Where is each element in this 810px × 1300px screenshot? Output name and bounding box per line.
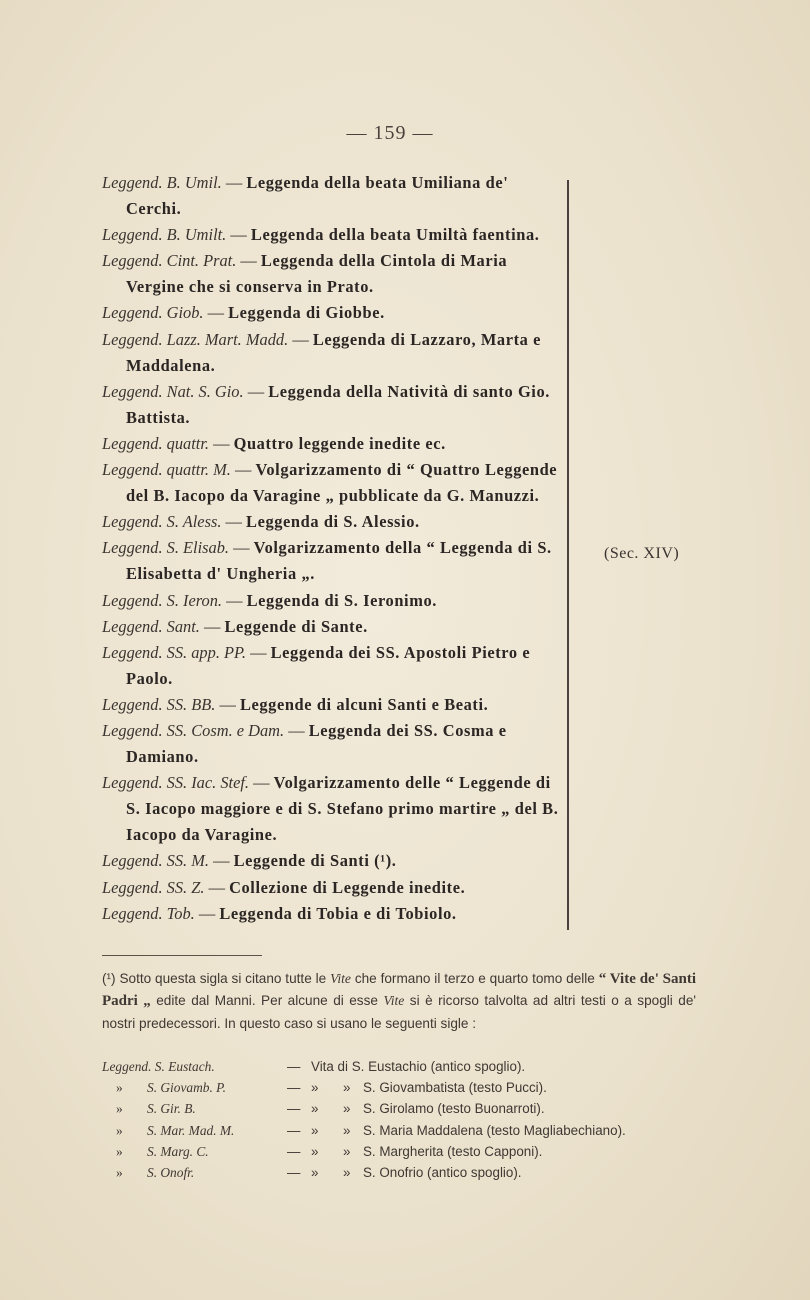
sigla-description: S. Onofrio (antico spoglio). xyxy=(363,1164,522,1180)
entry-description: Leggenda della Cintola di Maria Vergine che si conserva in Prato. xyxy=(126,251,508,297)
abbreviation-list xyxy=(102,170,562,927)
footnote-text: edite dal Manni. Per alcune di esse xyxy=(156,993,378,1009)
century-bracket-line xyxy=(567,180,569,930)
list-item xyxy=(102,901,562,927)
entry-abbreviation: Leggend. Cint. Prat. xyxy=(102,251,237,271)
footnote-italic-term: Vite xyxy=(330,971,351,986)
ditto-mark: » xyxy=(343,1164,351,1180)
entry-abbreviation: Leggend. SS. Cosm. e Dam. xyxy=(102,720,285,740)
ditto-mark: » xyxy=(116,1143,123,1159)
ditto-mark: » xyxy=(116,1164,123,1180)
footnote-text: Sotto questa sigla si citano tutte le xyxy=(119,971,327,986)
list-item xyxy=(102,1162,702,1183)
entry-separator: — xyxy=(250,642,267,662)
entry-description: Leggenda dei SS. Cosma e Damiano. xyxy=(126,720,507,767)
entry-description: Leggenda di Giobbe. xyxy=(228,303,385,323)
ditto-mark: » xyxy=(343,1080,351,1096)
entry-description: Volgarizzamento delle “ Leggende di S. Iacopo maggiore e di S. Stefano primo martire „ del B. Iacopo da Varagine. xyxy=(126,773,559,845)
entry-description: Leggende di Sante. xyxy=(224,616,368,636)
entry-abbreviation: Leggend. Nat. S. Gio. xyxy=(102,381,244,401)
list-item xyxy=(102,692,562,718)
entry-abbreviation: Leggend. SS. BB. xyxy=(102,694,216,714)
sigla-separator: — xyxy=(287,1080,301,1096)
footnote xyxy=(102,968,696,1034)
entry-description: Leggenda della beata Umiliana de' Cerchi. xyxy=(126,173,509,219)
entry-description: Leggende di Santi (¹). xyxy=(233,851,397,871)
sigla-separator: — xyxy=(287,1101,301,1117)
entry-description: Collezione di Leggende inedite. xyxy=(229,877,466,897)
sigla-abbreviation: S. Giovamb. P. xyxy=(147,1080,226,1096)
entry-separator: — xyxy=(213,433,230,453)
sigla-description: S. Giovambatista (testo Pucci). xyxy=(363,1080,547,1096)
ditto-mark: » xyxy=(343,1143,351,1159)
sigla-separator: — xyxy=(287,1122,301,1138)
footnote-italic-term: Vite xyxy=(383,993,405,1009)
footnote-work-title: “ Vite de' Santi Padri „ xyxy=(102,971,697,1010)
entry-separator: — xyxy=(288,720,305,740)
list-item xyxy=(102,535,562,587)
entry-description: Leggenda di S. Alessio. xyxy=(246,512,420,532)
sigla-separator: — xyxy=(287,1143,301,1159)
list-item xyxy=(102,848,562,874)
entry-abbreviation: Leggend. quattr. M. xyxy=(102,460,231,480)
sigla-description: S. Margherita (testo Capponi). xyxy=(363,1143,543,1159)
list-item xyxy=(102,770,562,848)
list-item xyxy=(102,509,562,535)
entry-separator: — xyxy=(233,538,250,558)
ditto-mark: » xyxy=(311,1080,319,1096)
list-item xyxy=(102,170,562,222)
list-item xyxy=(102,614,562,640)
sigla-separator: — xyxy=(287,1164,301,1180)
sigla-description: S. Girolamo (testo Buonarroti). xyxy=(363,1101,545,1117)
sigla-abbreviation: S. Mar. Mad. M. xyxy=(147,1122,235,1138)
list-item xyxy=(102,1098,702,1119)
footnote-text: si è ricorso talvolta ad altri testi o a spogli de' nostri predecessori. In questo caso si usano le seguenti sigle : xyxy=(102,993,696,1031)
entry-separator: — xyxy=(198,903,216,923)
sigla-abbreviation: S. Onofr. xyxy=(147,1164,195,1180)
sigla-separator: — xyxy=(287,1059,301,1074)
entry-abbreviation: Leggend. SS. Iac. Stef. xyxy=(102,773,250,793)
ditto-mark: » xyxy=(311,1164,319,1180)
list-item xyxy=(102,1056,702,1077)
ditto-mark: » xyxy=(311,1143,319,1159)
ditto-mark: » xyxy=(343,1101,351,1117)
list-item xyxy=(102,248,562,300)
entry-description: Leggenda dei SS. Apostoli Pietro e Paolo. xyxy=(126,642,531,688)
entry-description: Leggenda di S. Ieronimo. xyxy=(246,590,437,610)
footnote-marker: (¹) xyxy=(102,971,116,986)
entry-abbreviation: Leggend. SS. M. xyxy=(102,851,209,871)
entry-description: Leggenda di Lazzaro, Marta e Maddalena. xyxy=(126,329,542,375)
entry-abbreviation: Leggend. B. Umilt. xyxy=(102,225,227,245)
ditto-mark: » xyxy=(311,1122,319,1138)
footnote-text: che formano il terzo e quarto tomo delle xyxy=(354,971,595,986)
list-item xyxy=(102,379,562,431)
entry-abbreviation: Leggend. Lazz. Mart. Madd. xyxy=(102,329,289,349)
entry-separator: — xyxy=(219,694,236,714)
entry-description: Leggenda di Tobia e di Tobiolo. xyxy=(219,903,457,923)
entry-description: Leggenda della Natività di santo Gio. Battista. xyxy=(126,381,550,427)
entry-separator: — xyxy=(240,251,257,271)
entry-description: Leggenda della beata Umiltà faentina. xyxy=(250,225,540,245)
list-item xyxy=(102,457,562,509)
list-item xyxy=(102,222,562,248)
list-item xyxy=(102,431,562,457)
entry-separator: — xyxy=(213,851,230,871)
entry-separator: — xyxy=(253,773,270,793)
sigla-abbreviation: S. Gir. B. xyxy=(147,1101,196,1117)
ditto-mark: » xyxy=(116,1122,123,1138)
entry-description: Quattro leggende inedite ec. xyxy=(233,433,446,453)
entry-abbreviation: Leggend. B. Umil. xyxy=(102,173,222,192)
page-number: — 159 — xyxy=(346,122,434,144)
entry-description: Volgarizzamento della “ Leggenda di S. Elisabetta d' Ungheria „. xyxy=(126,538,552,584)
entry-separator: — xyxy=(204,616,221,636)
footnote-sigla-list xyxy=(102,1056,702,1183)
entry-description: Leggende di alcuni Santi e Beati. xyxy=(239,694,489,714)
sigla-description: S. Maria Maddalena (testo Magliabechiano). xyxy=(363,1122,626,1138)
entry-separator: — xyxy=(230,225,247,245)
list-item xyxy=(102,1141,702,1162)
list-item xyxy=(102,640,562,692)
entry-abbreviation: Leggend. SS. app. PP. xyxy=(102,642,247,662)
list-item xyxy=(102,327,562,379)
entry-separator: — xyxy=(225,512,242,532)
entry-abbreviation: Leggend. Tob. xyxy=(102,903,195,923)
sigla-abbreviation: S. Marg. C. xyxy=(147,1143,209,1159)
entry-abbreviation: Leggend. Sant. xyxy=(102,616,200,636)
entry-description: Volgarizzamento di “ Quattro Leggende del B. Iacopo da Varagine „ pubblicate da G. Manuzzi. xyxy=(126,460,558,506)
ditto-mark: » xyxy=(116,1080,123,1096)
ditto-mark: » xyxy=(343,1122,351,1138)
entry-separator: — xyxy=(234,460,252,480)
century-label: (Sec. XIV) xyxy=(604,545,680,562)
entry-separator: — xyxy=(208,877,225,897)
list-item xyxy=(102,588,562,614)
entry-separator: — xyxy=(292,329,309,349)
entry-abbreviation: Leggend. S. Elisab. xyxy=(102,538,230,558)
entry-abbreviation: Leggend. S. Aless. xyxy=(102,512,222,532)
entry-separator: — xyxy=(247,381,265,401)
entry-abbreviation: Leggend. quattr. xyxy=(102,433,209,453)
sigla-abbreviation: Leggend. S. Eustach. xyxy=(102,1059,215,1074)
entry-separator: — xyxy=(226,590,243,610)
list-item xyxy=(102,1077,702,1098)
ditto-mark: » xyxy=(116,1101,123,1117)
entry-separator: — xyxy=(207,303,225,323)
ditto-mark: » xyxy=(311,1101,319,1117)
list-item xyxy=(102,300,562,326)
sigla-description: Vita di S. Eustachio (antico spoglio). xyxy=(311,1059,526,1074)
entry-abbreviation: Leggend. S. Ieron. xyxy=(102,590,223,610)
entry-separator: — xyxy=(225,173,243,192)
list-item xyxy=(102,875,562,901)
entry-abbreviation: Leggend. Giob. xyxy=(102,303,204,323)
entry-abbreviation: Leggend. SS. Z. xyxy=(102,877,205,897)
list-item xyxy=(102,718,562,770)
footnote-divider xyxy=(102,955,262,956)
list-item xyxy=(102,1120,702,1141)
